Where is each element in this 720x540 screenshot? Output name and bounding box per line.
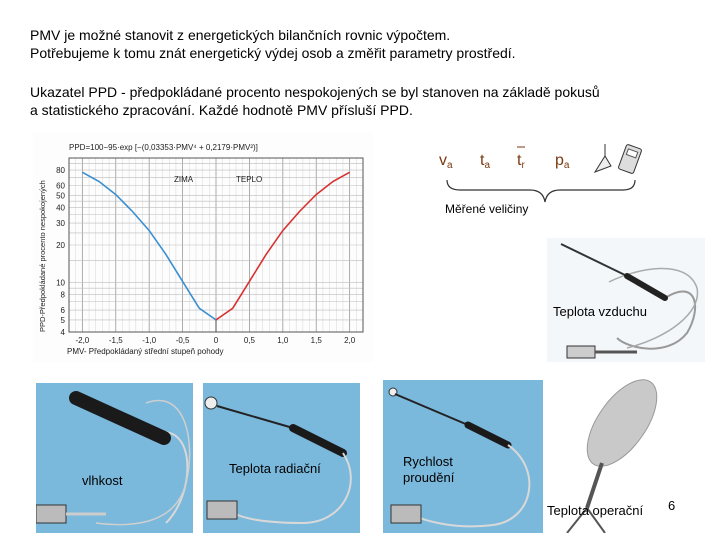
x-tick-label: -0,5 bbox=[175, 336, 190, 345]
radiant-probe-image bbox=[203, 383, 360, 533]
y-tick-label: 6 bbox=[60, 306, 65, 316]
ppd-chart bbox=[33, 132, 373, 362]
x-tick-label: 1,0 bbox=[277, 336, 289, 345]
air-temp-label: Teplota vzduchu bbox=[553, 304, 647, 319]
y-tick-label: 8 bbox=[60, 290, 65, 300]
measured-brace bbox=[447, 180, 635, 202]
zone-cold-label: ZIMA bbox=[174, 175, 194, 184]
humidity-panel bbox=[36, 383, 193, 533]
air-temp-panel bbox=[547, 238, 705, 362]
airflow-panel bbox=[383, 380, 543, 533]
intro-line-1: PMV je možné stanovit z energetických bilančních rovnic výpočtem. bbox=[30, 27, 451, 43]
y-tick-label: 10 bbox=[56, 278, 65, 288]
x-tick-label: 2,0 bbox=[344, 336, 356, 345]
y-tick-label: 60 bbox=[56, 181, 65, 191]
zone-warm-label: TEPLO bbox=[236, 175, 263, 184]
page-number: 6 bbox=[668, 498, 676, 513]
y-tick-label: 40 bbox=[56, 203, 65, 213]
measured-graphic bbox=[425, 130, 650, 230]
y-tick-label: 30 bbox=[56, 219, 65, 229]
y-tick-label: 4 bbox=[60, 328, 65, 337]
chart-ylabel: PPD-Předpokládané procento nespokojených bbox=[38, 180, 47, 332]
operative-label: Teplota operační bbox=[547, 503, 644, 518]
ppd-line-2: a statistického zpracování. Každé hodnotě PMV přísluší PPD. bbox=[30, 102, 413, 118]
symbol-pa: pa bbox=[555, 152, 570, 171]
operative-panel bbox=[547, 378, 662, 533]
intro-line-2: Potřebujeme k tomu znát energetický výdej osob a změřit parametry prostředí. bbox=[30, 45, 516, 61]
air-temp-probe-image bbox=[547, 238, 705, 362]
chart-background bbox=[33, 132, 373, 362]
airflow-label bbox=[403, 454, 454, 486]
chart-xlabel: PMV- Předpokládaný střední stupeň pohody bbox=[67, 347, 224, 356]
y-tick-label: 20 bbox=[56, 241, 65, 250]
chart-formula: PPD=100−95·exp [−(0,03353·PMV⁴ + 0,2179·PMV²)] bbox=[69, 143, 258, 152]
x-tick-label: 0 bbox=[213, 336, 219, 345]
ppd-line-1: Ukazatel PPD - předpokládané procento nespokojených se byl stanoven na základě pokusů bbox=[30, 84, 600, 100]
y-tick-label: 5 bbox=[60, 315, 65, 325]
airflow-label-line2: proudění bbox=[403, 470, 455, 485]
humidity-label: vlhkost bbox=[82, 473, 123, 488]
x-tick-label: -1,0 bbox=[142, 336, 157, 345]
symbol-va: va bbox=[439, 152, 453, 171]
humidity-probe-image bbox=[36, 383, 193, 533]
measured-caption: Měřené veličiny bbox=[445, 202, 529, 216]
y-tick-label: 50 bbox=[56, 191, 65, 201]
x-tick-labels bbox=[75, 336, 355, 345]
x-tick-label: -2,0 bbox=[75, 336, 90, 345]
radiant-label: Teplota radiační bbox=[229, 461, 321, 476]
symbol-ta: ta bbox=[480, 152, 491, 171]
x-tick-label: 0,5 bbox=[243, 336, 255, 345]
symbol-tr: tr bbox=[517, 152, 525, 171]
y-tick-label: 80 bbox=[56, 166, 65, 176]
airflow-label-line1: Rychlost bbox=[403, 454, 453, 469]
x-tick-label: -1,5 bbox=[108, 336, 123, 345]
measured-quantities bbox=[425, 130, 650, 230]
instrument-icon bbox=[595, 144, 642, 174]
radiant-panel bbox=[203, 383, 360, 533]
x-tick-label: 1,5 bbox=[310, 336, 322, 345]
